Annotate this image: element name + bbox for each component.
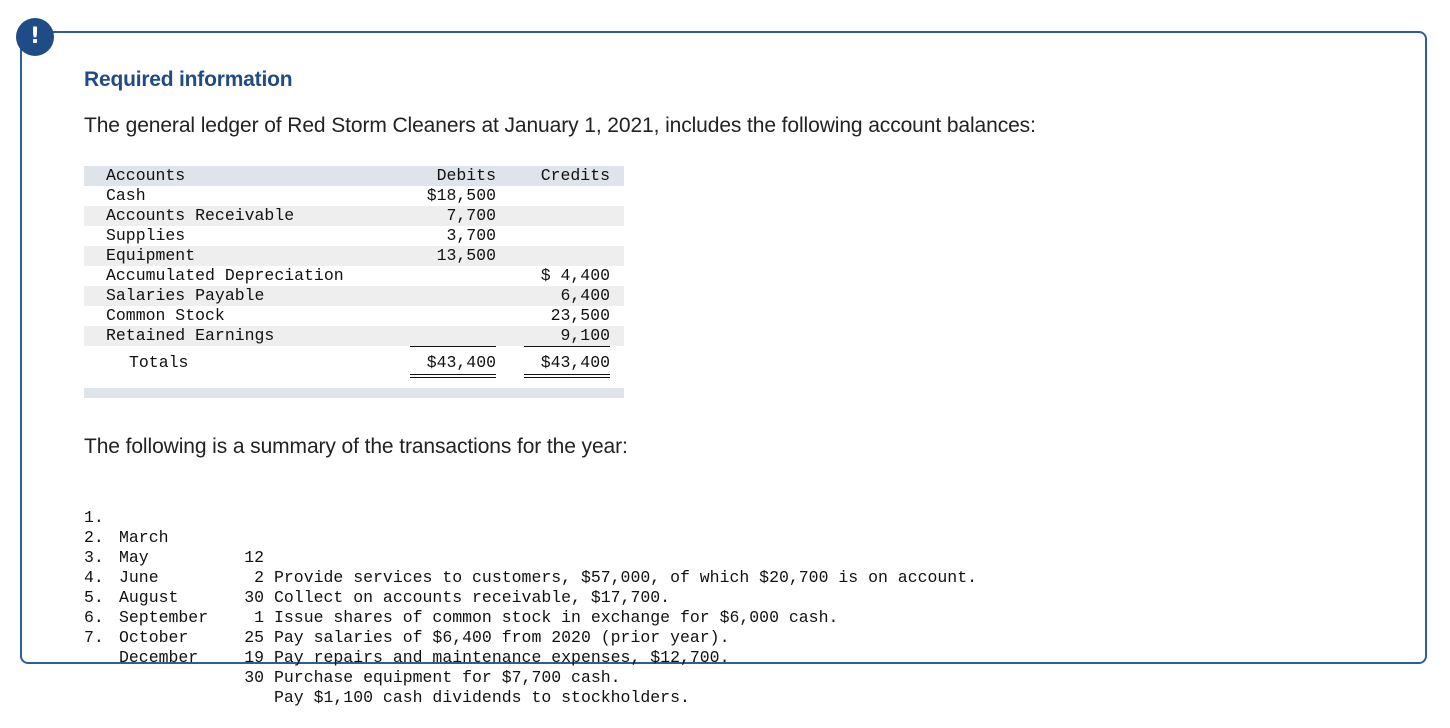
item-description: Issue shares of common stock in exchange for $6,000 cash. (274, 608, 839, 627)
account-name: Accumulated Depreciation (106, 266, 344, 285)
item-day: 25 (244, 628, 264, 647)
item-month: June (119, 568, 159, 587)
account-name: Cash (106, 186, 146, 205)
ledger-header-row (84, 166, 624, 186)
table-row (84, 326, 624, 346)
item-description: Collect on accounts receivable, $17,700. (274, 588, 671, 607)
debit-value: $18,500 (426, 186, 496, 205)
debits-header: Debits (436, 166, 496, 185)
item-month: October (119, 628, 189, 647)
item-number: 4. (84, 568, 104, 587)
item-month: March (119, 528, 169, 547)
totals-row (84, 353, 624, 373)
table-row (84, 306, 624, 326)
credit-value: $ 4,400 (540, 266, 610, 285)
item-description: Pay $1,100 cash dividends to stockholders. (274, 688, 690, 707)
alert-icon: ! (16, 18, 54, 56)
item-number: 2. (84, 528, 104, 547)
debit-value: 3,700 (446, 226, 496, 245)
account-name: Common Stock (106, 306, 225, 325)
item-day: 19 (244, 648, 264, 667)
table-row (84, 186, 624, 206)
table-row (84, 206, 624, 226)
debit-total: $43,400 (426, 353, 496, 372)
item-day: 1 (254, 608, 264, 627)
debit-value: 7,700 (446, 206, 496, 225)
debit-total-double-underline (410, 374, 496, 378)
item-number: 5. (84, 588, 104, 607)
credit-total-double-underline (524, 374, 610, 378)
credit-subtotal-underline (524, 346, 610, 347)
item-month: August (119, 588, 179, 607)
credit-value: 6,400 (560, 286, 610, 305)
account-name: Equipment (106, 246, 196, 265)
debit-value: 13,500 (436, 246, 496, 265)
item-number: 6. (84, 608, 104, 627)
credit-total: $43,400 (540, 353, 610, 372)
credits-header: Credits (540, 166, 610, 185)
table-row (84, 226, 624, 246)
item-month: December (119, 648, 199, 667)
item-description: Pay salaries of $6,400 from 2020 (prior year). (274, 628, 730, 647)
item-day: 30 (244, 588, 264, 607)
debit-subtotal-underline (410, 346, 496, 347)
table-row (84, 286, 624, 306)
item-day: 30 (244, 668, 264, 687)
account-name: Supplies (106, 226, 186, 245)
item-number: 3. (84, 548, 104, 567)
intro-text: The general ledger of Red Storm Cleaners at January 1, 2021, includes the following account balances: (84, 114, 1036, 137)
item-description: Purchase equipment for $7,700 cash. (274, 668, 621, 687)
table-row (84, 266, 624, 286)
account-name: Retained Earnings (106, 326, 275, 345)
item-number: 7. (84, 628, 104, 647)
item-description: Provide services to customers, $57,000, of which $20,700 is on account. (274, 568, 978, 587)
item-month: May (119, 548, 149, 567)
item-month: September (119, 608, 209, 627)
totals-label: Totals (129, 353, 189, 372)
account-name: Salaries Payable (106, 286, 265, 305)
ledger-footer-bar (84, 388, 624, 398)
ledger-table (84, 166, 624, 398)
item-description: Pay repairs and maintenance expenses, $12,700. (274, 648, 730, 667)
item-number: 1. (84, 508, 104, 527)
item-day: 2 (254, 568, 264, 587)
accounts-header: Accounts (106, 166, 186, 185)
credit-value: 23,500 (550, 306, 610, 325)
summary-heading: The following is a summary of the transactions for the year: (84, 435, 628, 458)
table-row (84, 246, 624, 266)
account-name: Accounts Receivable (106, 206, 295, 225)
credit-value: 9,100 (560, 326, 610, 345)
required-information-heading: Required information (84, 68, 293, 91)
item-day: 12 (244, 548, 264, 567)
